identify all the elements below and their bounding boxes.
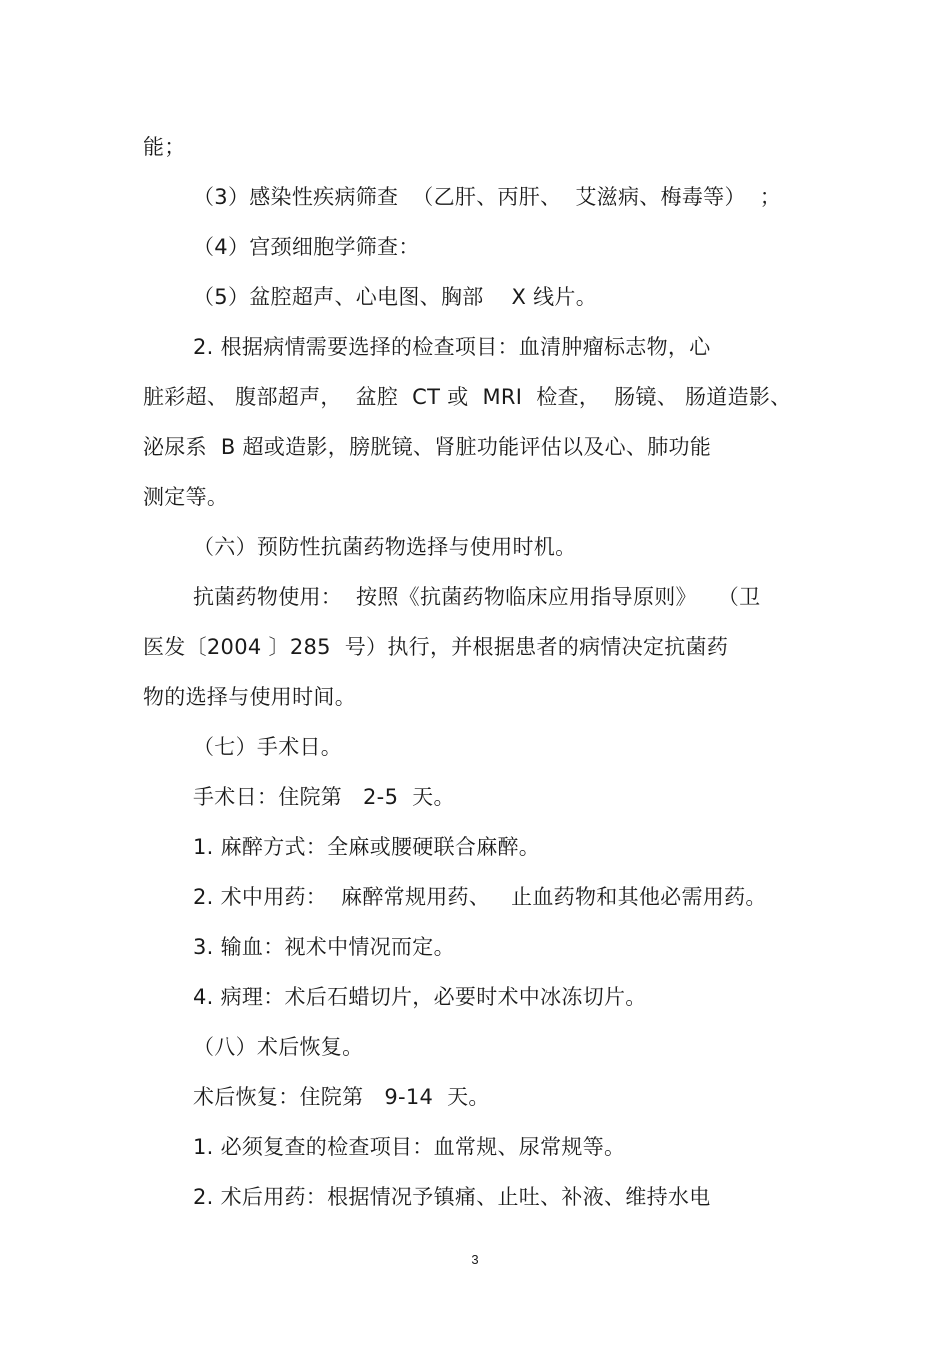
text-line-17: 3. 输血：视术中情况而定。 [193,935,455,959]
text-line-2: （3）感染性疾病筛查 （乙肝、丙肝、 艾滋病、梅毒等） ； [193,185,782,209]
text-line-8: 测定等。 [143,485,229,509]
text-line-14: 手术日：住院第 2-5 天。 [193,785,455,809]
text-line-7: 泌尿系 B 超或造影，膀胱镜、肾脏功能评估以及心、肺功能 [143,435,712,459]
text-line-12: 物的选择与使用时间。 [143,685,356,709]
text-line-21: 1. 必须复查的检查项目：血常规、尿常规等。 [193,1135,626,1159]
page-number: 3 [471,1252,479,1267]
text-line-22: 2. 术后用药：根据情况予镇痛、止吐、补液、维持水电 [193,1185,711,1209]
section-heading-6: （六）预防性抗菌药物选择与使用时机。 [193,535,577,559]
text-line-4: （5）盆腔超声、心电图、胸部 X 线片。 [193,285,598,309]
text-line-3: （4）宫颈细胞学筛查： [193,235,420,259]
section-heading-7: （七）手术日。 [193,735,343,759]
text-line-18: 4. 病理：术后石蜡切片，必要时术中冰冻切片。 [193,985,647,1009]
text-line-10: 抗菌药物使用： 按照《抗菌药物临床应用指导原则》 （卫 [193,585,761,609]
text-line-16: 2. 术中用药： 麻醉常规用药、 止血药物和其他必需用药。 [193,885,767,909]
text-line-20: 术后恢复：住院第 9-14 天。 [193,1085,490,1109]
text-line-1: 能； [143,135,186,159]
text-line-5: 2. 根据病情需要选择的检查项目：血清肿瘤标志物，心 [193,335,711,359]
section-heading-8: （八）术后恢复。 [193,1035,364,1059]
text-line-6: 脏彩超、 腹部超声， 盆腔 CT 或 MRI 检查， 肠镜、 肠道造影、 [143,385,792,409]
text-line-15: 1. 麻醉方式：全麻或腰硬联合麻醉。 [193,835,541,859]
text-line-11: 医发〔2004 〕285 号）执行，并根据患者的病情决定抗菌药 [143,635,729,659]
